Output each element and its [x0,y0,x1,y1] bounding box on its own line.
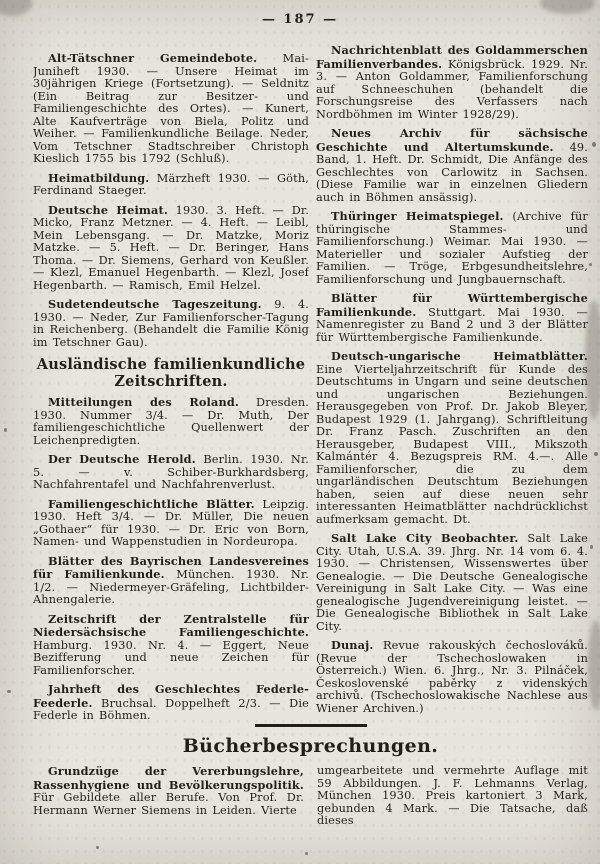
scan-speck [592,142,596,147]
entry-body: Stuttgart. Mai 1930. — Namenregister zu Band 2 und 3 der Blätter für Württembergische Familienkunde. [316,305,588,344]
journal-entry [316,210,588,286]
entry-body: Dresden. 1930. Nummer 3/4. — Dr. Muth, Der familiengeschichtliche Quellenwert der Leichenpredigten. [33,396,309,447]
scan-smudge [588,620,600,710]
book-reviews-heading: Bücherbesprechungen. [182,735,439,757]
journal-entry [33,52,309,166]
entry-body: 49. Band, 1. Heft. Dr. Schmidt, Die Anfänge des Geschlechtes von Carlowitz in Sachsen. (Diese Familie war in einzelnen Gliedern auch in Böhmen ansässig). [316,140,588,204]
journal-entry [316,44,588,121]
entry-body: Mai-Juniheft 1930. — Unsere Heimat im 30jährigen Kriege (Fortsetzung). — Seldnitz (Ein Beitrag zur Besitzer- und Familiengeschichte des Ortes). — Kunert, Alte Kaufverträge von Biela, Politz und Weiher. — Familienkundliche Beilage. Neder, Vom Tetschner Stadtschreiber Christoph Kieslich 1755 bis 1792 (Schluß). [33,52,309,165]
journal-entry [316,127,588,204]
section-divider-rule [255,724,367,727]
scan-speck [594,452,598,456]
entry-body: Revue rakouských čechoslováků. (Revue der Tschechoslowaken in Österreich.) Wien. 6. Jhrg., Nr. 3. Pilnáček, Československé paběrky z videnských archivů. (Tschechoslowakische Nachlese aus Wiener Archiven.) [316,639,588,715]
entry-body: (Archive für thüringische Stammes- und Familienforschung.) Weimar. Mai 1930. — Materieller und sozialer Aufstieg der Familien. — Tröge, Erbgesundheitslehre, Familienforschung und Jungbauernschaft. [316,210,588,286]
journal-entry [33,683,309,723]
journal-title: Der Deutsche Herold. [48,452,196,466]
book-reviews-columns [33,765,588,829]
journal-title: Blätter für Württembergische Familienkunde. [316,291,588,319]
scan-smudge [585,300,600,420]
journal-title: Mitteilungen des Roland. [48,395,239,409]
journal-title: Neues Archiv für sächsische Geschichte und Altertumskunde. [316,126,588,154]
journal-title: Blätter des Bayrischen Landesvereines für Familienkunde. [33,553,309,581]
journal-title: Zeitschrift der Zentralstelle für Niedersächsische Familiengeschichte. [33,611,309,639]
entry-body: Bruchsal. Doppelheft 2/3. — Die Federle in Böhmen. [33,696,309,722]
entry-body: Hamburg. 1930. Nr. 4. — Eggert, Neue Bezifferung und neue Zeichen für Familienforscher. [33,638,309,677]
section-heading-foreign-journals: Ausländische familienkundliche Zeitschriften. [36,356,306,390]
journal-title: Heimatbildung. [48,170,150,185]
entry-body: Königsbrück. 1929. Nr. 3. — Anton Goldammer, Familienforschung auf Schneeschuhen (behandelt die Forschungsreise des Verfassers nach Nordböhmen im Winter 1928/29). [316,57,588,121]
book-reviews-section [33,724,588,829]
entry-body: Für Gebildete aller Berufe. Von Prof. Dr. Hermann Werner Siemens in Leiden. Vierte [33,791,304,817]
journal-entry [316,350,588,526]
scan-speck [96,846,99,849]
left-column [33,52,309,730]
entry-body: München. 1930. Nr. 1/2. — Niedermeyer-Gräfeling, Lichtbilder-Ahnengalerie. [33,568,309,606]
scan-speck [590,545,593,549]
journal-title: Familiengeschichtliche Blätter. [48,496,255,511]
book-review-left-column [33,765,304,829]
journal-title: Salt Lake City Beobachter. [331,531,519,545]
book-title: Grundzüge der Vererbungslehre, Rassenhygiene und Bevölkerungspolitik. [33,765,304,792]
journal-entry [316,292,588,344]
entry-body: Leipzig. 1930. Heft 3/4. — Dr. Müller, Die neuen „Gothaer“ für 1930. — Dr. Eric von Born, Namen- und Wappenstudien in Nordeuropa. [33,497,309,548]
journal-entry [33,172,309,198]
book-review-entry [33,765,304,817]
book-review-continuation: umgearbeitete und vermehrte Auflage mit 59 Abbildungen. J. F. Lehmanns Verlag, München 1930. Preis kartoniert 3 Mark, gebunden 4 Mark. — Die Tatsache, daß dieses [317,765,588,827]
journal-title: Deutsch-ungarische Heimatblätter. [331,349,588,363]
journal-title: Nachrichtenblatt des Goldammerschen Familienverbandes. [316,44,588,71]
journal-title: Dunaj. [331,638,374,652]
entry-body: 1930. 3. Heft. — Dr. Micko, Franz Metzner. — 4. Heft. — Leibl, Mein Lebensgang. — Dr. Matzke, Moriz Matzke. — 5. Heft. — Dr. Beringer, Hans Thoma. — Dr. Siemens, Gerhard von Keußler. — Klezl, Emanuel Hegenbarth. — Klezl, Josef Hegenbarth. — Ramisch, Emil Helzel. [33,203,309,292]
journal-title: Alt-Tätschner Gemeindebote. [48,52,258,65]
journal-entry [33,613,309,678]
entry-body: Märzheft 1930. — Göth, Ferdinand Staeger. [33,171,309,197]
entry-body: Salt Lake City. Utah, U.S.A. 39. Jhrg. Nr. 14 vom 6. 4. 1930. — Christensen, Wissenswertes über Genealogie. — Die Deutsche Genealogische Vereinigung in Salt Lake City. — Was eine genealogische Jugendvereinigung leistet. — Die Genealogische Bibliothek in Salt Lake City. [316,532,588,633]
entry-body: Berlin. 1930. Nr. 5. — v. Schiber-Burkhardsberg, Nachfahrentafel und Nachfahrenverlust. [33,453,309,491]
scan-speck [4,428,7,432]
journal-entry [316,639,588,715]
entry-body: Eine Vierteljahrzeitschrift für Kunde des Deutschtums in Ungarn und seine deutschen und ungarischen Beziehungen. Herausgegeben von Prof. Dr. Jakob Bleyer, Budapest 1929 (1. Jahrgang). Schriftleitung Dr. Franz Pasch. Zuschriften an den Herausgeber, Budapest VIII., Mikszoth Kalmántér 4. Bezugspreis RM. 4.—. Alle Familienforscher, die zu dem ungarländischen Deutschtum Beziehungen haben, seien auf diese neuen sehr interessanten Heimatblätter nachdrücklichst aufmerksam gemacht. Dt. [316,362,588,526]
journal-entry [33,498,309,549]
journal-entry [316,532,588,633]
journal-entry [33,298,309,349]
scan-speck [305,852,308,855]
journal-title: Sudetendeutsche Tageszeitung. [48,297,262,311]
scan-speck [7,690,11,693]
entry-body: 9. 4. 1930. — Neder, Zur Familienforscher-Tagung in Reichenberg. (Behandelt die Familie König im Tetschner Gau). [33,298,309,349]
journal-entry [33,396,309,447]
journal-title: Jahrheft des Geschlechtes Federle-Feederle. [33,682,309,710]
scan-speck [589,263,592,266]
book-review-right-column [317,765,588,829]
journal-title: Deutsche Heimat. [48,202,168,217]
journal-title: Thüringer Heimatspiegel. [331,209,504,223]
journal-entry [33,555,309,607]
right-column [316,44,588,726]
journal-entry [33,453,309,492]
page-number: — 187 — [261,12,339,27]
journal-entry [33,204,309,293]
